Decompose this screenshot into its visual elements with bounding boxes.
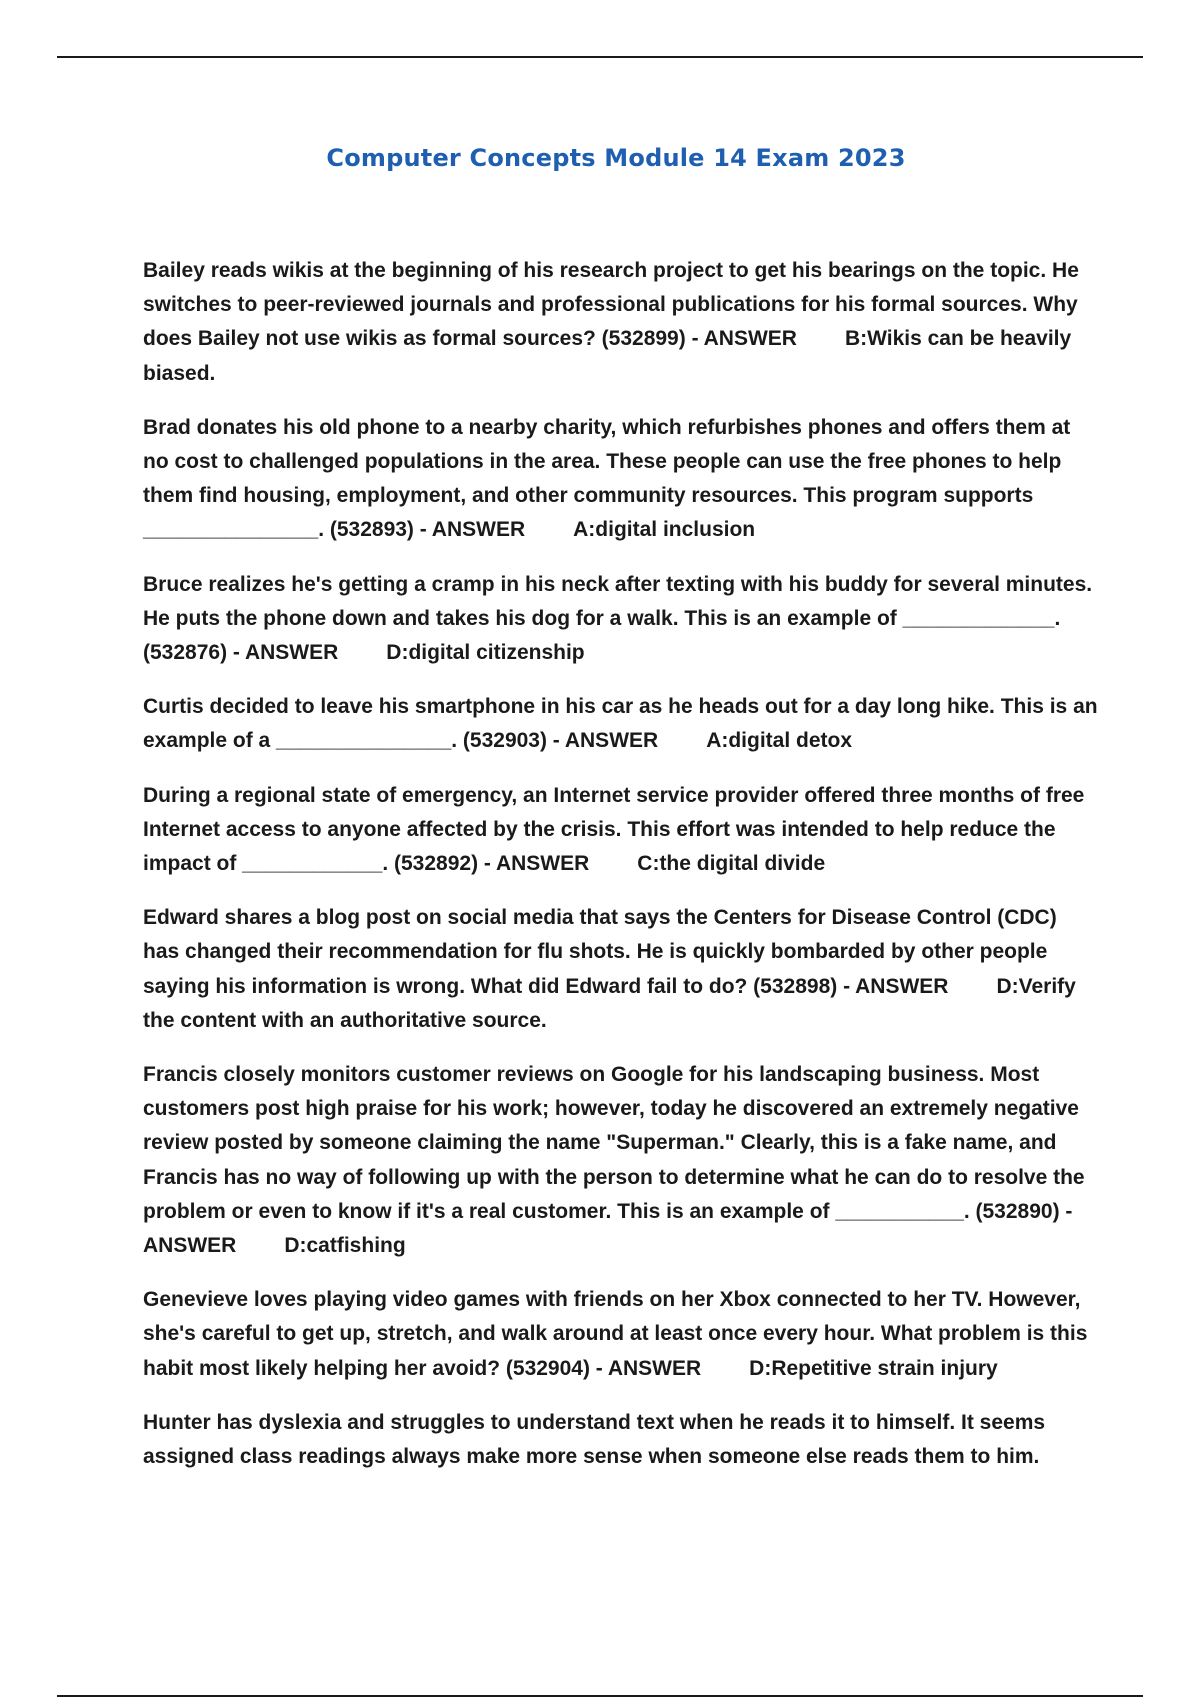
question-text: Bailey reads wikis at the beginning of his research project to get his bearings on the topic. He switches to peer-reviewed journals and professional publications for his formal sources. Why does Bailey not use wikis as formal sources? (532899) - ANSWER	[143, 259, 1079, 351]
qa-item	[143, 1283, 1098, 1386]
qa-item	[143, 1058, 1098, 1263]
bottom-rule	[57, 1695, 1143, 1697]
question-text: Brad donates his old phone to a nearby charity, which refurbishes phones and offers them at no cost to challenged populations in the area. These people can use the free phones to help them find housing, employment, and other community resources. This program supports _______________. (532893) - ANSWER	[143, 415, 1071, 542]
answer-text: D:digital citizenship	[386, 641, 585, 665]
qa-item	[143, 568, 1098, 671]
question-text: Edward shares a blog post on social media that says the Centers for Disease Control (CDC) has changed their recommendation for flu shots. He is quickly bombarded by other people saying his information is wrong. What did Edward fail to do? (532898) - ANSWER	[143, 906, 1057, 998]
question-text: Bruce realizes he's getting a cramp in his neck after texting with his buddy for several minutes. He puts the phone down and takes his dog for a walk. This is an example of _____________. (532876) - ANSWER	[143, 572, 1093, 665]
qa-item	[143, 411, 1098, 548]
question-text: Genevieve loves playing video games with friends on her Xbox connected to her TV. However, she's careful to get up, stretch, and walk around at least once every hour. What problem is this habit most likely helping her avoid? (532904) - ANSWER	[143, 1288, 1088, 1380]
question-text: Hunter has dyslexia and struggles to understand text when he reads it to himself. It seems assigned class readings always make more sense when someone else reads them to him.	[143, 1410, 1046, 1469]
answer-text: A:digital inclusion	[573, 518, 756, 542]
answer-text: B:Wikis can be heavily biased.	[143, 327, 1072, 385]
qa-list	[143, 254, 1098, 1494]
answer-text: C:the digital divide	[637, 852, 826, 876]
document-title: Computer Concepts Module 14 Exam 2023	[326, 144, 906, 172]
question-text: During a regional state of emergency, an Internet service provider offered three months of free Internet access to anyone affected by the crisis. This effort was intended to help reduce the impact of ____________. (532892) - ANSWER	[143, 783, 1085, 876]
qa-item	[143, 1406, 1098, 1474]
question-text: Francis closely monitors customer reviews on Google for his landscaping business. Most customers post high praise for his work; however, today he discovered an extremely negative review posted by someone claiming the name "Superman." Clearly, this is a fake name, and Francis has no way of following up with the person to determine what he can do to resolve the problem or even to know if it's a real customer. This is an example of ___________. (532890) - ANSWER	[143, 1063, 1085, 1258]
answer-text: A:digital detox	[706, 729, 853, 753]
qa-item	[143, 779, 1098, 882]
qa-item	[143, 901, 1098, 1038]
answer-text: D:Repetitive strain injury	[749, 1356, 998, 1380]
top-rule	[57, 56, 1143, 58]
qa-item	[143, 690, 1098, 758]
question-text: Curtis decided to leave his smartphone in his car as he heads out for a day long hike. This is an example of a _______________. (532903) - ANSWER	[143, 695, 1098, 753]
answer-text: D:Verify the content with an authoritative source.	[143, 974, 1076, 1032]
qa-item	[143, 254, 1098, 391]
answer-text: D:catfishing	[284, 1234, 406, 1258]
